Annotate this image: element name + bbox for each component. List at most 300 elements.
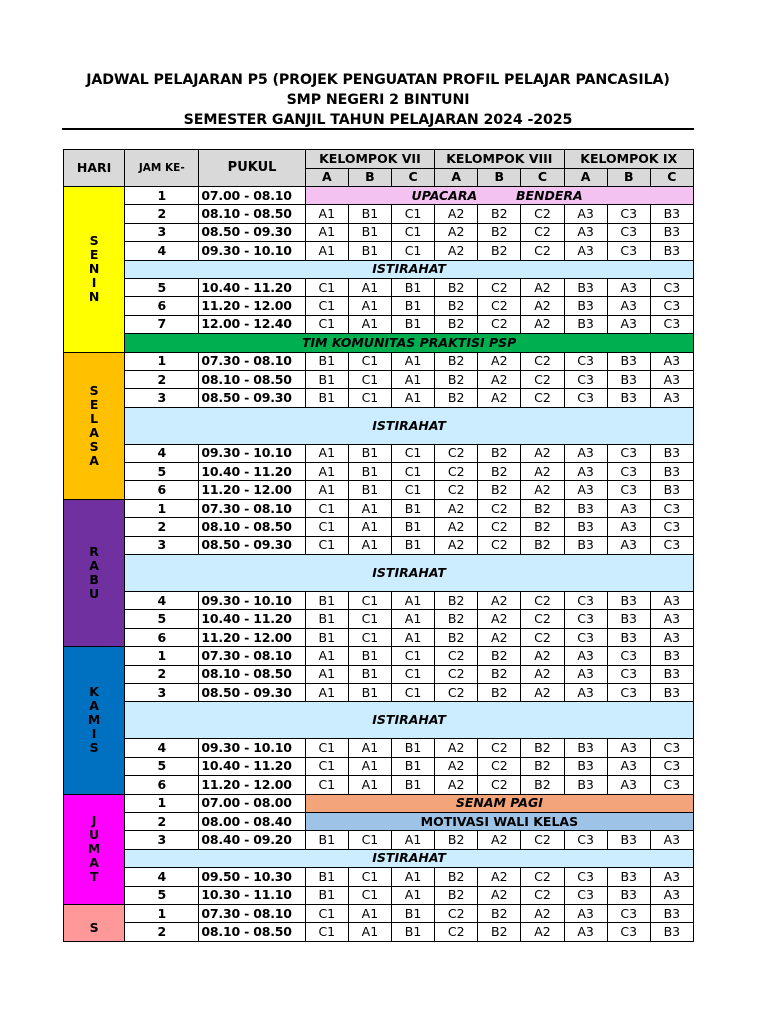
pukul-cell: 08.10 - 08.50 xyxy=(199,205,305,223)
class-cell: C1 xyxy=(305,757,348,775)
class-cell: A2 xyxy=(521,463,564,481)
class-cell: B3 xyxy=(650,665,693,683)
class-cell: C2 xyxy=(478,315,521,333)
class-cell: A2 xyxy=(478,628,521,646)
header-sub-c: C xyxy=(650,168,693,187)
class-cell: B1 xyxy=(391,757,434,775)
class-cell: C1 xyxy=(305,536,348,554)
class-cell: A3 xyxy=(564,223,607,241)
jam-ke-cell: 2 xyxy=(125,518,199,536)
jam-ke-cell: 4 xyxy=(125,868,199,886)
class-cell: C1 xyxy=(391,242,434,260)
class-cell: A1 xyxy=(348,904,391,922)
class-cell: B3 xyxy=(650,923,693,941)
class-cell: A2 xyxy=(478,886,521,904)
class-cell: A3 xyxy=(564,683,607,701)
class-cell: C3 xyxy=(607,647,650,665)
class-cell: B3 xyxy=(650,481,693,499)
class-cell: A1 xyxy=(348,499,391,517)
class-cell: A3 xyxy=(607,518,650,536)
schedule-row xyxy=(64,610,694,628)
class-cell: B2 xyxy=(435,352,478,370)
class-cell: C2 xyxy=(521,610,564,628)
header-jam: JAM KE- xyxy=(125,150,199,187)
pukul-cell: 09.30 - 10.10 xyxy=(199,242,305,260)
schedule-row xyxy=(64,444,694,462)
schedule-row xyxy=(64,278,694,296)
class-cell: C2 xyxy=(521,389,564,407)
day-label-cell xyxy=(64,647,125,794)
header-sub-a: A xyxy=(305,168,348,187)
class-cell: B1 xyxy=(305,370,348,388)
class-cell: B3 xyxy=(564,315,607,333)
class-cell: C3 xyxy=(650,499,693,517)
schedule-row xyxy=(64,518,694,536)
class-cell: A3 xyxy=(607,536,650,554)
class-cell: C1 xyxy=(391,683,434,701)
class-cell: B3 xyxy=(607,868,650,886)
class-cell: A1 xyxy=(305,444,348,462)
class-cell: B3 xyxy=(564,278,607,296)
class-cell: A2 xyxy=(478,592,521,610)
class-cell: B2 xyxy=(478,463,521,481)
schedule-row xyxy=(64,315,694,333)
jam-ke-cell: 6 xyxy=(125,628,199,646)
jam-ke-cell: 7 xyxy=(125,315,199,333)
class-cell: C2 xyxy=(521,242,564,260)
class-cell: B2 xyxy=(478,242,521,260)
class-cell: C2 xyxy=(435,444,478,462)
class-cell: C2 xyxy=(478,518,521,536)
schedule-row xyxy=(64,223,694,241)
jam-ke-cell: 4 xyxy=(125,444,199,462)
class-cell: C3 xyxy=(650,518,693,536)
class-cell: C3 xyxy=(607,242,650,260)
class-cell: C3 xyxy=(650,315,693,333)
day-letter: A xyxy=(89,698,99,714)
class-cell: B3 xyxy=(607,352,650,370)
istirahat-banner: ISTIRAHAT xyxy=(125,849,694,867)
class-cell: A3 xyxy=(564,647,607,665)
jam-ke-cell: 1 xyxy=(125,794,199,812)
class-cell: B2 xyxy=(478,481,521,499)
class-cell: C2 xyxy=(478,536,521,554)
class-cell: B3 xyxy=(607,886,650,904)
pukul-cell: 08.50 - 09.30 xyxy=(199,683,305,701)
class-cell: A1 xyxy=(391,886,434,904)
pukul-cell: 11.20 - 12.00 xyxy=(199,297,305,315)
jam-ke-cell: 2 xyxy=(125,812,199,830)
class-cell: A1 xyxy=(391,868,434,886)
schedule-row xyxy=(64,389,694,407)
class-cell: C2 xyxy=(478,757,521,775)
day-letter: T xyxy=(89,869,99,885)
day-letter: I xyxy=(91,275,97,291)
class-cell: B1 xyxy=(391,536,434,554)
class-cell: A3 xyxy=(564,463,607,481)
class-cell: B3 xyxy=(650,904,693,922)
class-cell: C3 xyxy=(607,481,650,499)
jam-ke-cell: 6 xyxy=(125,297,199,315)
istirahat-banner: ISTIRAHAT xyxy=(125,260,694,278)
schedule-row xyxy=(64,370,694,388)
class-cell: B3 xyxy=(607,610,650,628)
class-cell: A3 xyxy=(564,923,607,941)
class-cell: A2 xyxy=(521,315,564,333)
header-pukul: PUKUL xyxy=(199,150,305,187)
header-sub-b: B xyxy=(607,168,650,187)
day-letter: M xyxy=(87,712,101,728)
class-cell: C3 xyxy=(564,592,607,610)
class-cell: B3 xyxy=(650,223,693,241)
schedule-row xyxy=(64,260,694,278)
class-cell: C3 xyxy=(607,923,650,941)
class-cell: C3 xyxy=(607,904,650,922)
class-cell: A2 xyxy=(521,278,564,296)
class-cell: A3 xyxy=(650,352,693,370)
class-cell: A2 xyxy=(478,610,521,628)
schedule-row xyxy=(64,187,694,205)
class-cell: B3 xyxy=(564,518,607,536)
class-cell: B3 xyxy=(650,683,693,701)
class-cell: C1 xyxy=(305,776,348,794)
header-kelompok-ix: KELOMPOK IX xyxy=(564,150,693,169)
class-cell: A3 xyxy=(564,481,607,499)
class-cell: B3 xyxy=(607,831,650,849)
class-cell: A3 xyxy=(650,370,693,388)
class-cell: B1 xyxy=(391,518,434,536)
day-letter: U xyxy=(89,827,100,843)
class-cell: A2 xyxy=(435,757,478,775)
class-cell: A1 xyxy=(348,776,391,794)
class-cell: A3 xyxy=(607,297,650,315)
title-line-3: SEMESTER GANJIL TAHUN PELAJARAN 2024 -2025 xyxy=(183,112,573,128)
class-cell: A2 xyxy=(435,223,478,241)
schedule-row xyxy=(64,499,694,517)
class-cell: C3 xyxy=(564,370,607,388)
pukul-cell: 07.30 - 08.10 xyxy=(199,352,305,370)
jam-ke-cell: 1 xyxy=(125,187,199,205)
class-cell: C1 xyxy=(305,904,348,922)
class-cell: A2 xyxy=(478,831,521,849)
header-row-1 xyxy=(64,150,694,169)
day-letter: N xyxy=(88,289,100,305)
class-cell: A2 xyxy=(521,683,564,701)
day-letter: E xyxy=(89,396,99,412)
class-cell: C1 xyxy=(348,831,391,849)
class-cell: A1 xyxy=(391,592,434,610)
class-cell: C3 xyxy=(607,463,650,481)
class-cell: B2 xyxy=(435,610,478,628)
class-cell: C1 xyxy=(305,923,348,941)
header-sub-b: B xyxy=(478,168,521,187)
istirahat-banner: ISTIRAHAT xyxy=(125,702,694,739)
schedule-row xyxy=(64,794,694,812)
class-cell: B2 xyxy=(478,683,521,701)
schedule-row xyxy=(64,463,694,481)
schedule-row xyxy=(64,739,694,757)
class-cell: B1 xyxy=(305,389,348,407)
jam-ke-cell: 2 xyxy=(125,923,199,941)
class-cell: A1 xyxy=(348,278,391,296)
schedule-row xyxy=(64,702,694,739)
class-cell: B2 xyxy=(521,776,564,794)
class-cell: B2 xyxy=(435,592,478,610)
jam-ke-cell: 1 xyxy=(125,499,199,517)
class-cell: C1 xyxy=(391,205,434,223)
pukul-cell: 08.50 - 09.30 xyxy=(199,536,305,554)
jam-ke-cell: 3 xyxy=(125,389,199,407)
class-cell: A2 xyxy=(435,518,478,536)
class-cell: A2 xyxy=(521,297,564,315)
class-cell: C2 xyxy=(435,665,478,683)
class-cell: B1 xyxy=(348,647,391,665)
class-cell: B1 xyxy=(305,868,348,886)
day-letter: A xyxy=(89,452,99,468)
class-cell: A1 xyxy=(391,389,434,407)
motivasi-wali-kelas-banner: MOTIVASI WALI KELAS xyxy=(305,812,693,830)
class-cell: A2 xyxy=(435,242,478,260)
class-cell: C2 xyxy=(478,776,521,794)
class-cell: C2 xyxy=(435,647,478,665)
schedule-row xyxy=(64,868,694,886)
class-cell: B3 xyxy=(607,389,650,407)
pukul-cell: 09.30 - 10.10 xyxy=(199,592,305,610)
class-cell: A3 xyxy=(650,592,693,610)
class-cell: A1 xyxy=(348,757,391,775)
upacara-banner xyxy=(305,187,693,205)
pukul-cell: 10.30 - 11.10 xyxy=(199,886,305,904)
schedule-row xyxy=(64,555,694,592)
schedule-row xyxy=(64,628,694,646)
class-cell: A1 xyxy=(305,205,348,223)
class-cell: C2 xyxy=(521,628,564,646)
day-letter: E xyxy=(89,247,99,263)
pukul-cell: 11.20 - 12.00 xyxy=(199,481,305,499)
day-label-cell xyxy=(64,904,125,941)
jam-ke-cell: 4 xyxy=(125,739,199,757)
class-cell: C1 xyxy=(391,665,434,683)
class-cell: A1 xyxy=(391,628,434,646)
header-sub-a: A xyxy=(564,168,607,187)
class-cell: A2 xyxy=(478,868,521,886)
class-cell: C1 xyxy=(348,628,391,646)
header-sub-a: A xyxy=(435,168,478,187)
class-cell: B1 xyxy=(348,463,391,481)
class-cell: C1 xyxy=(305,739,348,757)
class-cell: C2 xyxy=(521,592,564,610)
jam-ke-cell: 1 xyxy=(125,352,199,370)
day-letter: S xyxy=(89,438,99,454)
schedule-row xyxy=(64,904,694,922)
schedule-row xyxy=(64,481,694,499)
jam-ke-cell: 4 xyxy=(125,592,199,610)
class-cell: B1 xyxy=(305,610,348,628)
day-letter: U xyxy=(89,586,100,602)
class-cell: C2 xyxy=(521,352,564,370)
day-letter: B xyxy=(89,572,99,588)
class-cell: A2 xyxy=(435,776,478,794)
class-cell: C1 xyxy=(348,592,391,610)
class-cell: C2 xyxy=(521,868,564,886)
pukul-cell: 11.20 - 12.00 xyxy=(199,776,305,794)
class-cell: C2 xyxy=(478,739,521,757)
class-cell: B2 xyxy=(435,297,478,315)
pukul-cell: 11.20 - 12.00 xyxy=(199,628,305,646)
class-cell: C1 xyxy=(391,647,434,665)
schedule-row xyxy=(64,592,694,610)
class-cell: A1 xyxy=(305,683,348,701)
pukul-cell: 09.30 - 10.10 xyxy=(199,739,305,757)
schedule-row xyxy=(64,205,694,223)
class-cell: C1 xyxy=(305,278,348,296)
class-cell: C3 xyxy=(607,205,650,223)
class-cell: C3 xyxy=(650,536,693,554)
class-cell: C3 xyxy=(564,868,607,886)
class-cell: B1 xyxy=(348,223,391,241)
jam-ke-cell: 5 xyxy=(125,757,199,775)
bendera-label: BENDERA xyxy=(515,187,583,203)
class-cell: B2 xyxy=(478,923,521,941)
class-cell: C2 xyxy=(478,499,521,517)
pukul-cell: 10.40 - 11.20 xyxy=(199,757,305,775)
pukul-cell: 08.10 - 08.50 xyxy=(199,665,305,683)
schedule-row xyxy=(64,831,694,849)
day-letter: R xyxy=(89,544,99,560)
jam-ke-cell: 2 xyxy=(125,665,199,683)
class-cell: C1 xyxy=(305,315,348,333)
class-cell: B1 xyxy=(305,831,348,849)
class-cell: C1 xyxy=(348,886,391,904)
day-label-cell xyxy=(64,794,125,904)
class-cell: B3 xyxy=(650,444,693,462)
schedule-row xyxy=(64,776,694,794)
class-cell: B3 xyxy=(564,536,607,554)
class-cell: B3 xyxy=(650,242,693,260)
class-cell: B3 xyxy=(564,776,607,794)
class-cell: C3 xyxy=(607,223,650,241)
class-cell: A3 xyxy=(650,831,693,849)
class-cell: A1 xyxy=(348,297,391,315)
day-label-cell xyxy=(64,499,125,646)
class-cell: B1 xyxy=(391,904,434,922)
class-cell: A1 xyxy=(391,370,434,388)
class-cell: A2 xyxy=(521,444,564,462)
class-cell: B1 xyxy=(305,628,348,646)
class-cell: C2 xyxy=(478,297,521,315)
class-cell: A3 xyxy=(607,776,650,794)
class-cell: C3 xyxy=(564,610,607,628)
header-kelompok-vii: KELOMPOK VII xyxy=(305,150,434,169)
class-cell: B1 xyxy=(391,923,434,941)
pukul-cell: 12.00 - 12.40 xyxy=(199,315,305,333)
class-cell: C2 xyxy=(435,683,478,701)
day-letter: A xyxy=(89,424,99,440)
jam-ke-cell: 1 xyxy=(125,904,199,922)
class-cell: A1 xyxy=(348,739,391,757)
class-cell: B1 xyxy=(348,665,391,683)
class-cell: A2 xyxy=(521,904,564,922)
schedule-row xyxy=(64,334,694,352)
class-cell: B2 xyxy=(435,278,478,296)
schedule-row xyxy=(64,683,694,701)
class-cell: A1 xyxy=(305,481,348,499)
title-underline xyxy=(62,128,694,130)
class-cell: A1 xyxy=(305,665,348,683)
class-cell: A1 xyxy=(305,647,348,665)
class-cell: A2 xyxy=(478,389,521,407)
day-letter: A xyxy=(89,558,99,574)
jam-ke-cell: 3 xyxy=(125,223,199,241)
day-letter: A xyxy=(89,855,99,871)
schedule-row xyxy=(64,886,694,904)
pukul-cell: 08.50 - 09.30 xyxy=(199,223,305,241)
schedule-row xyxy=(64,297,694,315)
class-cell: A3 xyxy=(564,444,607,462)
class-cell: A1 xyxy=(391,831,434,849)
jam-ke-cell: 2 xyxy=(125,370,199,388)
jam-ke-cell: 6 xyxy=(125,776,199,794)
class-cell: C3 xyxy=(607,665,650,683)
header-sub-c: C xyxy=(521,168,564,187)
class-cell: C2 xyxy=(521,831,564,849)
jam-ke-cell: 5 xyxy=(125,278,199,296)
class-cell: B3 xyxy=(607,370,650,388)
class-cell: A2 xyxy=(521,647,564,665)
upacara-label: UPACARA xyxy=(411,187,478,203)
pukul-cell: 07.00 - 08.00 xyxy=(199,794,305,812)
class-cell: B2 xyxy=(521,518,564,536)
class-cell: B1 xyxy=(305,592,348,610)
class-cell: C1 xyxy=(348,868,391,886)
class-cell: C2 xyxy=(521,886,564,904)
class-cell: C1 xyxy=(391,223,434,241)
class-cell: B1 xyxy=(348,481,391,499)
title-line-2: SMP NEGERI 2 BINTUNI xyxy=(286,92,470,108)
pukul-cell: 08.10 - 08.50 xyxy=(199,518,305,536)
class-cell: C2 xyxy=(478,278,521,296)
class-cell: A2 xyxy=(435,536,478,554)
class-cell: C1 xyxy=(391,463,434,481)
pukul-cell: 08.00 - 08.40 xyxy=(199,812,305,830)
class-cell: C3 xyxy=(650,297,693,315)
class-cell: C2 xyxy=(521,370,564,388)
tim-komunitas-banner: TIM KOMUNITAS PRAKTISI PSP xyxy=(125,334,694,352)
class-cell: A3 xyxy=(650,628,693,646)
pukul-cell: 07.30 - 08.10 xyxy=(199,499,305,517)
class-cell: A2 xyxy=(521,923,564,941)
class-cell: A1 xyxy=(391,610,434,628)
schedule-row xyxy=(64,647,694,665)
class-cell: B3 xyxy=(564,739,607,757)
class-cell: C1 xyxy=(305,297,348,315)
day-letter: J xyxy=(91,813,97,829)
schedule-row xyxy=(64,757,694,775)
pukul-cell: 08.10 - 08.50 xyxy=(199,370,305,388)
class-cell: B1 xyxy=(391,739,434,757)
senam-pagi-banner: SENAM PAGI xyxy=(305,794,693,812)
class-cell: B1 xyxy=(348,205,391,223)
class-cell: C1 xyxy=(348,370,391,388)
class-cell: B3 xyxy=(607,592,650,610)
class-cell: C3 xyxy=(607,683,650,701)
class-cell: C3 xyxy=(564,628,607,646)
class-cell: C1 xyxy=(348,352,391,370)
class-cell: A1 xyxy=(305,223,348,241)
class-cell: C1 xyxy=(348,610,391,628)
pukul-cell: 08.50 - 09.30 xyxy=(199,389,305,407)
class-cell: A3 xyxy=(650,868,693,886)
